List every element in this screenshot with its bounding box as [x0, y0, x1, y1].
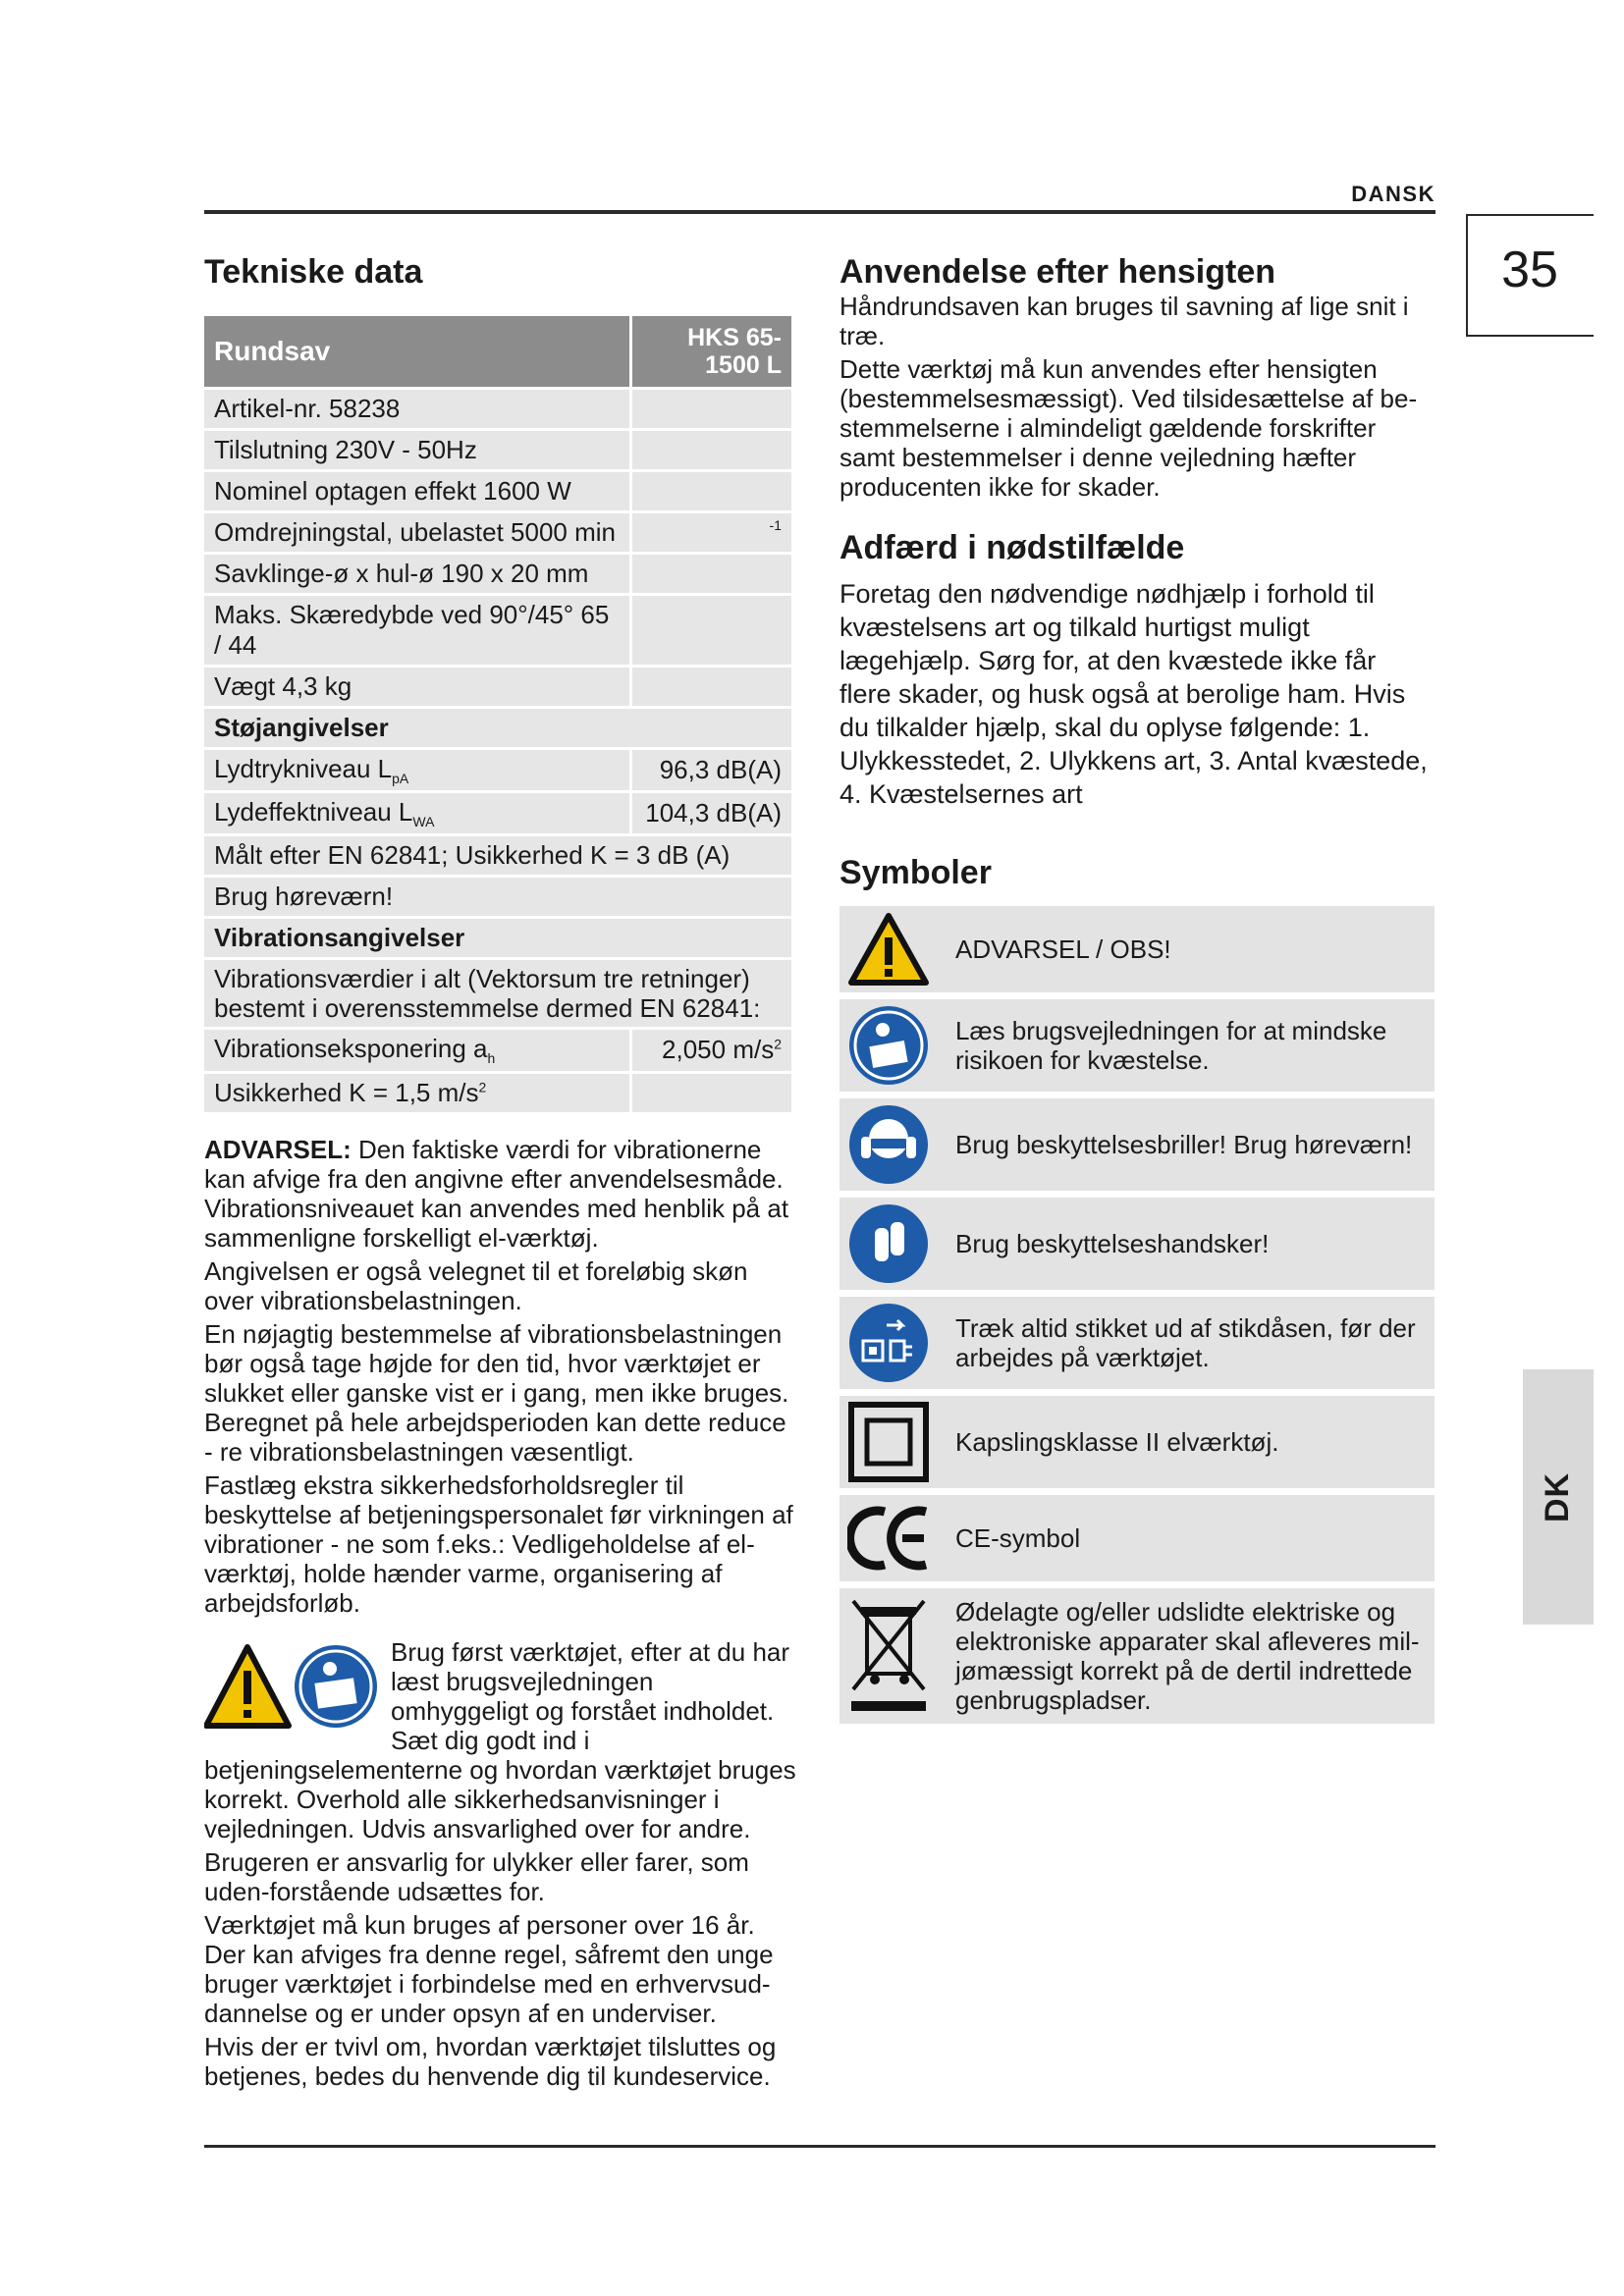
symbol-row [839, 1098, 1435, 1191]
table-row [204, 472, 791, 510]
cell-usikkerhed [204, 1074, 629, 1112]
cell-lydeffekt [204, 793, 629, 833]
usikkerhed-sup: 2 [478, 1078, 487, 1095]
cell-lydtryk-value: 96,3 dB(A) [632, 750, 791, 790]
ce-mark-icon [847, 1497, 930, 1579]
symbol-text: Brug beskyttelseshandsker! [955, 1229, 1270, 1258]
lydeffekt-sub: WA [412, 814, 435, 830]
paragraph: Angivelsen er også velegnet til et foreløbig skøn over vibrationsbelastningen. [204, 1255, 748, 1315]
section-title-intended-use: Anvendelse efter hensigten [839, 253, 1276, 291]
paragraph: Brugeren er ansvarlig for ulykker eller farer, som uden-forstående udsættes for. [204, 1846, 749, 1906]
protection-class-ii-icon [847, 1401, 930, 1483]
cell-vib-total: Vibrationsværdier i alt (Vektorsum tre retninger) bestemt i overensstemmelse dermed EN 62841: [204, 960, 791, 1027]
top-rule [204, 210, 1435, 214]
cell-vaegt: Vægt 4,3 kg [204, 667, 629, 706]
cell-vib-exp-value [632, 1030, 791, 1070]
left-column [204, 253, 797, 2095]
page-number: 35 [1501, 241, 1558, 298]
symbol-row [839, 1588, 1435, 1724]
paragraph: Foretag den nødvendige nødhjælp i forhold til kvæstelsens art og tilkald hurtigst muligt lægehjælp. Sørg for, at den kvæstede ikke får flere skader, og husk også at berolige ham. Hvis du tilkalder hjælp, skal du oplyse følgende: 1. Ulykkesstedet, 2. Ulykkens art, 3. Antal kvæstede, 4. Kvæstelsernes art [839, 579, 1428, 809]
table-row [204, 431, 791, 469]
warning-triangle-icon [847, 908, 930, 990]
table-row [204, 667, 791, 706]
symbol-list [839, 906, 1435, 1724]
lydeffekt-label: Lydeffektniveau L [214, 797, 413, 828]
gloves-icon [847, 1202, 930, 1285]
vibration-warning [204, 1135, 797, 1253]
section-title-symbols: Symboler [839, 854, 992, 891]
paragraph: Håndrundsaven kan bruges til savning af lige snit i træ. [839, 292, 1409, 350]
table-row [204, 555, 791, 593]
symbol-row [839, 1297, 1435, 1389]
language-side-tab-label: DK [1539, 1471, 1577, 1522]
symbol-text: CE-symbol [955, 1523, 1081, 1553]
symbol-row [839, 1495, 1435, 1581]
cell-maalt: Målt efter EN 62841; Usikkerhed K = 3 dB (A) [204, 836, 791, 875]
lydtryk-sub: pA [392, 771, 409, 787]
table-row [204, 878, 791, 916]
page-number-box-top [1466, 214, 1594, 216]
cell-vib-header: Vibrationsangivelser [204, 919, 791, 957]
tech-data-title: Tekniske data [204, 253, 423, 291]
usikkerhed-label: Usikkerhed K = 1,5 m/s [214, 1077, 479, 1107]
table-row [204, 1074, 791, 1112]
warning-label: ADVARSEL: [204, 1134, 352, 1164]
symbol-text: Træk altid stikket ud af stikdåsen, før der arbejdes på værktøjet. [955, 1313, 1416, 1372]
cell-skaeredybde: Maks. Skæredybde ved 90°/45° 65 / 44 [204, 596, 629, 665]
table-header-row [204, 316, 791, 387]
symbol-text: Ødelagte og/eller udslidte elektriske og elektroniske apparater skal afleveres mil-jømæssigt korrekt på de dertil indrettede genbrugspladser. [955, 1597, 1420, 1715]
language-side-tab-label-wrap [1523, 1369, 1594, 1625]
table-row [204, 596, 791, 665]
table-section-row [204, 919, 791, 957]
symbol-text: Læs brugsvejledningen for at mindske risikoen for kvæstelse. [955, 1016, 1387, 1075]
symbol-text: ADVARSEL / OBS! [955, 934, 1171, 964]
cell-artikel: Artikel-nr. 58238 [204, 390, 629, 428]
cell-tilslutning: Tilslutning 230V - 50Hz [204, 431, 629, 469]
notice-icons [204, 1641, 381, 1735]
table-row [204, 960, 791, 1027]
cell-horevaern: Brug høreværn! [204, 878, 791, 916]
symbol-row [839, 1396, 1435, 1488]
symbol-row [839, 1198, 1435, 1290]
paragraph: Værktøjet må kun bruges af personer over 16 år. Der kan afviges fra denne regel, såfremt den unge bruger værktøjet i forbindelse med en erhvervsud-dannelse og er under opsyn af en underviser. [204, 1909, 774, 2028]
cell-savklinge: Savklinge-ø x hul-ø 190 x 20 mm [204, 555, 629, 593]
vib-exp-value: 2,050 m/s [662, 1035, 775, 1065]
table-row [204, 1030, 791, 1070]
language-label: DANSK [1351, 182, 1435, 206]
vib-exp-sub: h [487, 1050, 496, 1067]
symbol-row [839, 906, 1435, 992]
paragraph: Dette værktøj må kun anvendes efter hensigten (bestemmelsesmæssigt). Ved tilsidesættelse af be-stemmelserne i almindeligt gældende forskrifter samt bestemmelser i denne vejledning hæfter producenten ikke for skader. [839, 354, 1418, 502]
model-name: HKS 65-1500 L [632, 316, 791, 387]
cell-lydeffekt-value: 104,3 dB(A) [632, 793, 791, 833]
bottom-rule [204, 2145, 1435, 2148]
tech-data-table [201, 313, 794, 1115]
table-section-row [204, 709, 791, 747]
table-row [204, 750, 791, 790]
section-title-emergency: Adfærd i nødstilfælde [839, 529, 1185, 566]
lydtryk-label: Lydtrykniveau L [214, 754, 393, 783]
cell-vib-exp [204, 1030, 629, 1070]
cell-lydtryk [204, 750, 629, 790]
cell-omdrejning-unit: -1 [632, 513, 791, 552]
goggles-earmuffs-icon [847, 1103, 930, 1186]
symbol-text: Kapslingsklasse II elværktøj. [955, 1427, 1279, 1457]
read-manual-icon [847, 1004, 930, 1087]
vib-exp-label: Vibrationseksponering a [214, 1034, 488, 1064]
cell-omdrejning: Omdrejningstal, ubelastet 5000 min [204, 513, 629, 552]
warning-triangle-icon [204, 1641, 381, 1735]
paragraph: En nøjagtig bestemmelse af vibrationsbelastningen bør også tage højde for den tid, hvor værktøjet er slukket eller ganske vist er i gang, men ikke bruges. Beregnet på hele arbejdsperioden kan dette reduce - re vibrationsbelastningen væsentligt. [204, 1318, 789, 1467]
cell-effekt: Nominel optagen effekt 1600 W [204, 472, 629, 510]
vib-exp-sup: 2 [774, 1036, 782, 1052]
cell-stoj-header: Støjangivelser [204, 709, 791, 747]
right-column [839, 253, 1435, 1731]
table-row [204, 793, 791, 833]
unplug-icon [847, 1302, 930, 1384]
table-title: Rundsav [204, 316, 629, 387]
symbol-row [839, 999, 1435, 1092]
table-row [204, 513, 791, 552]
paragraph: Hvis der er tvivl om, hvordan værktøjet tilsluttes og betjenes, bedes du henvende dig til kundeservice. [204, 2031, 777, 2091]
weee-bin-icon [847, 1595, 930, 1717]
warning-text: Den faktiske værdi for vibrationerne kan afvige fra den angivne efter anvendelsesmåde. Vibrationsniveauet kan anvendes med henblik på at sammenligne forskelligt el-værktøj. [204, 1134, 789, 1253]
table-row [204, 836, 791, 875]
symbol-text: Brug beskyttelsesbriller! Brug høreværn! [955, 1130, 1413, 1159]
paragraph: Brug først værktøjet, efter at du har læst brugsvejledningen omhyggeligt og forstået indholdet. Sæt dig godt ind i betjeningselementerne og hvordan værktøjet bruges korrekt. Overhold alle sikkerhedsanvisninger i vejledningen. Udvis ansvarlighed over for andre. [204, 1636, 796, 1843]
paragraph: Fastlæg ekstra sikkerhedsforholdsregler til beskyttelse af betjeningspersonalet før virkningen af vibrationer - ne som f.eks.: Vedligeholdelse af el-værktøj, holde hænder varme, organisering af arbejdsforløb. [204, 1469, 793, 1618]
table-row [204, 390, 791, 428]
manual-notice-block [204, 1637, 797, 1843]
